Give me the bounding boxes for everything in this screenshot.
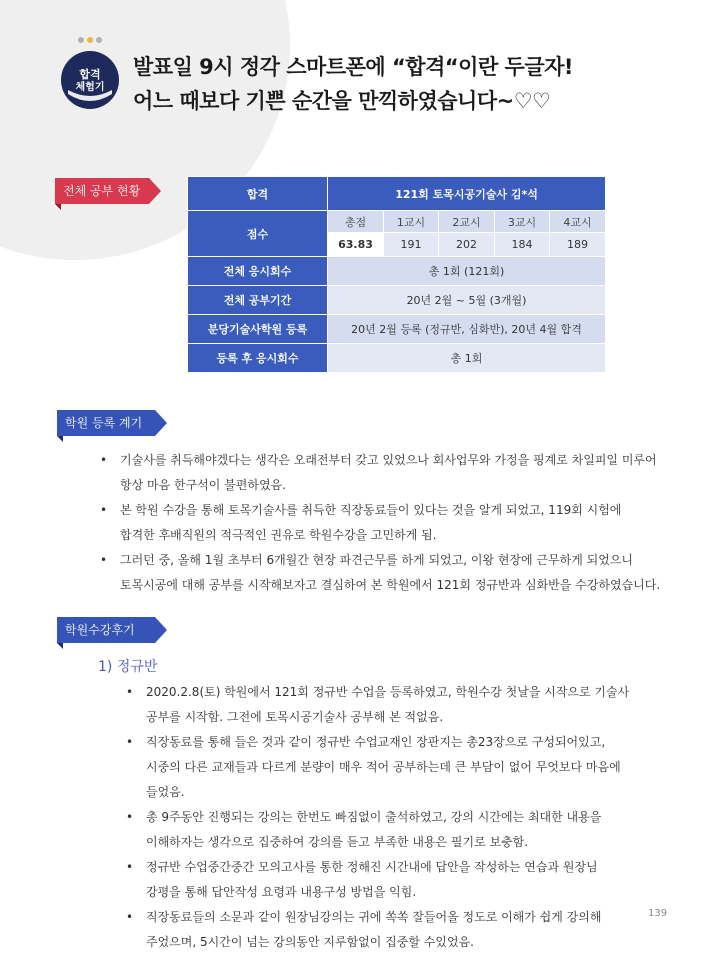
list-item	[126, 805, 686, 855]
row-value: 20년 2월 ~ 5월 (3개월)	[328, 286, 606, 315]
list-item-line: 공부를 시작함. 그전에 토목시공기술사 공부해 본 적없음.	[146, 710, 444, 724]
row-label: 전체 공부기간	[188, 286, 328, 315]
list-item-line: 합격한 후배직원의 적극적인 권유로 학원수강을 고민하게 됨.	[120, 528, 437, 542]
row-label: 등록 후 응시회수	[188, 344, 328, 373]
score-column: 4교시	[550, 211, 606, 233]
list-item-line: • 그러던 중, 올해 1월 초부터 6개월간 현장 파견근무를 하게 되었고, 이왕 현장에 근무하게 되었으니	[120, 553, 633, 567]
section-tag-label: 학원 등록 계기	[65, 416, 143, 430]
score-label: 점수	[188, 211, 328, 257]
section-tag-study-status	[55, 178, 149, 204]
score-value: 191	[384, 233, 439, 257]
dot-3	[96, 37, 102, 43]
score-column: 1교시	[384, 211, 439, 233]
score-value: 63.83	[328, 233, 384, 257]
study-summary-table	[187, 176, 606, 373]
tag-fold	[55, 204, 61, 210]
list-item-line: 항상 마음 한구석이 불편하였음.	[120, 478, 286, 492]
list-item-line: • 본 학원 수강을 통해 토목기술사를 취득한 직장동료들이 있다는 것을 알게 되었고, 119회 시험에	[120, 503, 622, 517]
score-column: 총점	[328, 211, 384, 233]
dot-2	[87, 37, 93, 43]
row-value: 20년 2월 등록 (정규반, 심화반), 20년 4월 합격	[328, 315, 606, 344]
score-column: 3교시	[495, 211, 550, 233]
section-tag-label: 전체 공부 현황	[63, 184, 141, 198]
headline-line-2: 어느 때보다 기쁜 순간을 만끽하였습니다~♡♡	[133, 89, 551, 113]
table-row	[188, 257, 606, 286]
list-item-line: 들었음.	[146, 785, 185, 799]
enroll-reason-list	[100, 448, 700, 598]
list-item-line: 이해하자는 생각으로 집중하여 강의를 듣고 부족한 내용은 필기로 보충함.	[146, 835, 529, 849]
table-row	[188, 286, 606, 315]
dot-1	[78, 37, 84, 43]
score-value: 202	[439, 233, 495, 257]
list-item	[126, 855, 686, 905]
list-item-line: • 정규반 수업중간중간 모의고사를 통한 정해진 시간내에 답안을 작성하는 연습과 원장님	[146, 860, 598, 874]
section-tag-label: 학원수강후기	[65, 623, 135, 637]
tag-fold	[57, 643, 63, 649]
row-label: 전체 응시회수	[188, 257, 328, 286]
list-item	[100, 498, 700, 548]
list-item	[126, 730, 686, 805]
headline	[133, 50, 693, 118]
page-number: 139	[648, 908, 668, 919]
list-item-line: 토목시공에 대해 공부를 시작해보자고 결심하여 본 학원에서 121회 정규반과 심화반을 수강하였습니다.	[120, 578, 661, 592]
list-item-line: • 총 9주동안 진행되는 강의는 한번도 빠짐없이 출석하였고, 강의 시간에는 최대한 내용을	[146, 810, 602, 824]
score-column: 2교시	[439, 211, 495, 233]
list-item-line: • 직장동료를 통해 들은 것과 같이 정규반 수업교재인 장판지는 총23장으로 구성되어있고,	[146, 735, 606, 749]
list-item-line: 강평을 통해 답안작성 요령과 내용구성 방법을 익힘.	[146, 885, 417, 899]
section-tag-enroll-reason	[57, 410, 155, 436]
headline-line-1: 발표일 9시 정각 스마트폰에 “합격“이란 두글자!	[133, 55, 573, 79]
list-item-line: • 직장동료들의 소문과 같이 원장님강의는 귀에 쏙쏙 잘들어올 정도로 이해가 쉽게 강의해	[146, 910, 602, 924]
score-value: 189	[550, 233, 606, 257]
list-item-line: • 기술사를 취득해야겠다는 생각은 오래전부터 갖고 있었으나 회사업무와 가정을 핑계로 차일피일 미루어	[120, 453, 657, 467]
svg-text:체험기: 체험기	[75, 82, 105, 93]
tag-arrow	[155, 410, 167, 436]
list-item	[126, 680, 686, 730]
course-review-list	[126, 680, 686, 955]
list-item-line: • 2020.2.8(토) 학원에서 121회 정규반 수업을 등록하였고, 학원수강 첫날을 시작으로 기술사	[146, 685, 630, 699]
table-header-label: 합격	[188, 177, 328, 211]
list-item	[126, 905, 686, 955]
table-header-value: 121회 토목시공기술사 김*석	[328, 177, 606, 211]
table-row-score-columns	[188, 211, 606, 233]
tag-arrow	[149, 178, 161, 204]
table-row-header	[188, 177, 606, 211]
tag-arrow	[155, 617, 167, 643]
list-item	[100, 548, 700, 598]
row-value: 총 1회 (121회)	[328, 257, 606, 286]
list-item-line: 시중의 다른 교재들과 다르게 분량이 매우 적어 공부하는데 큰 부담이 없어 무엇보다 마음에	[146, 760, 621, 774]
score-value: 184	[495, 233, 550, 257]
row-value: 총 1회	[328, 344, 606, 373]
row-label: 분당기술사학원 등록	[188, 315, 328, 344]
svg-text:합격: 합격	[79, 68, 101, 81]
section-tag-course-review	[57, 617, 155, 643]
regular-class-heading: 1) 정규반	[98, 659, 158, 675]
list-item-line: 주었으며, 5시간이 넘는 강의동안 지루함없이 집중할 수있었음.	[146, 935, 474, 949]
tag-fold	[57, 436, 63, 442]
table-row	[188, 344, 606, 373]
decorative-dots	[78, 37, 102, 43]
list-item	[100, 448, 700, 498]
pass-review-logo	[60, 50, 120, 110]
table-row	[188, 315, 606, 344]
